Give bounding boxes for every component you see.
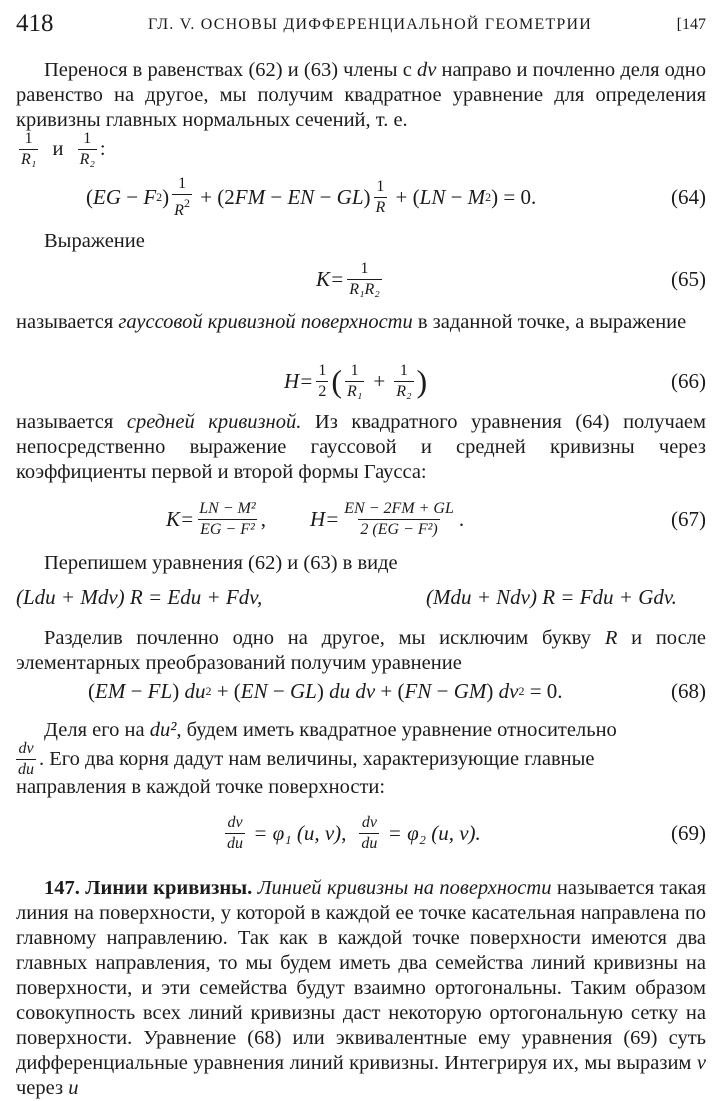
paragraph-1: Перенося в равенствах (62) и (63) члены с dv направо и почленно деля одно равенство на другое, мы получим квадратное уравнение для определения кривизны главных нормальных сечений, т. е. — [16, 59, 706, 131]
paragraph-7: Деля его на du², будем иметь квадратное уравнение относительно — [44, 719, 617, 741]
principal-curvatures-line: $\frac{1}{\text{R₁}}$ и $\frac{1}{\text{R₂}}$ : — [21, 129, 106, 168]
paragraph-4: называется средней кривизной. Из квадратного уравнения (64) получаем непосредственно выражение гауссовой и средней кривизны через коэффициенты первой и второй формы Гаусса: — [16, 411, 706, 483]
equation-65: K= $\frac{1}{\text{R₁R₂}}$ (65) — [16, 254, 706, 304]
equation-number-67: (67) — [671, 506, 706, 531]
equation-69: $\frac{dv}{du}$ = φ₁ (u, v), $\frac{dv}{du}$ = φ₂ (u, v). (69) — [16, 808, 706, 858]
paragraph-2: Выражение — [44, 230, 145, 252]
equation-number-68: (68) — [671, 678, 706, 703]
equation-number-64: (64) — [671, 184, 706, 209]
equation-66: H= $\frac{1}{2}$ ( $\frac{1}{\text{R₁}}$ + $\frac{1}{\text{R₂}}$ ) (66) — [16, 356, 706, 406]
section-heading: 147. Линии кривизны. — [44, 877, 253, 899]
page-number: 418 — [16, 10, 54, 37]
paragraph-6: Разделив почленно одно на другое, мы исключим букву R и после элементарных преобразований получим уравнение — [16, 627, 706, 674]
equation-rewrite: (Ldu + Mdv) R = Edu + Fdv, (Mdu + Ndv) R = Fdu + Gdv. — [16, 584, 677, 609]
equation-68: ( EM − FL ) du 2 + ( EN − GL ) du dv + ( FN − GM ) dv 2 = 0. (68) — [16, 666, 706, 716]
page-header — [16, 10, 706, 44]
equation-67: K= $\frac{\text{LN − M²}}{\text{EG − F²}}$ , H= $\frac{EN - 2FM + GL}{\text{2 (EG − F²)}}$ . (67) — [16, 494, 706, 544]
equation-64: ( EG − F 2 ) $\frac{1}{R^2}$ + (2 FM − EN − GL ) $\frac{1}{R}$ + ( LN − M 2 ) = 0. (64) — [16, 172, 706, 222]
paragraph-3: называется гауссовой кривизной поверхности в заданной точке, а выражение — [16, 311, 687, 333]
paragraph-5: Перепишем уравнения (62) и (63) в виде — [44, 552, 398, 574]
equation-number-66: (66) — [671, 368, 706, 393]
book-page — [16, 0, 706, 1100]
section-mark: [147 — [676, 16, 706, 33]
paragraph-7-line-3: направления в каждой точке поверхности: — [16, 776, 386, 798]
equation-number-65: (65) — [671, 266, 706, 291]
running-title: ГЛ. V. ОСНОВЫ ДИФФЕРЕНЦИАЛЬНОЙ ГЕОМЕТРИИ — [148, 16, 593, 33]
equation-number-69: (69) — [671, 820, 706, 845]
paragraph-8: 147. Линии кривизны. Линией кривизны на поверхности называется такая линия на поверхности, у которой в каждой ее точке касательная направлена по главному направлению. Так как в каждой точке поверхности имеются два главных направления, то мы будем иметь два семейства линий кривизны на поверхности, и эти семейства будут взаимно ортогональны. Таким образом совокупность всех линий кривизны даст некоторую ортогональную сетку на поверхности. Уравнение (68) или эквивалентные ему уравнения (69) суть дифференциальные уравнения линий кривизны. Интегрируя их, мы выразим v через u — [16, 877, 707, 1099]
paragraph-7-line-2: $\frac{dv}{du}$ . Его два корня дадут нам величины, характеризующие главные — [18, 739, 595, 778]
